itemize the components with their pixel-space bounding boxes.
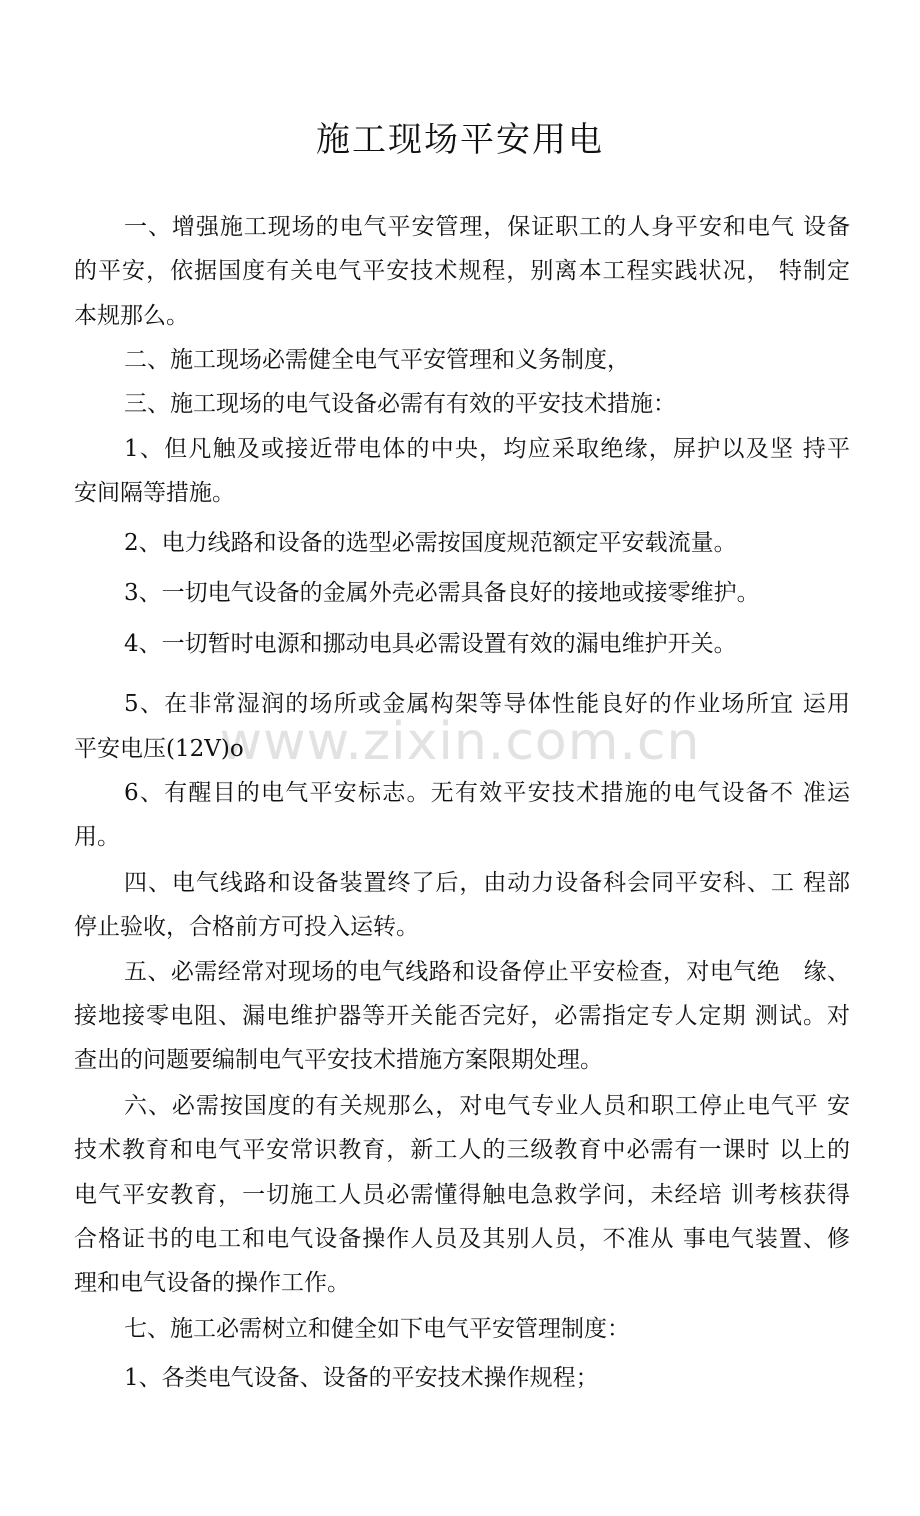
paragraph-line: 用。: [74, 824, 120, 850]
paragraph-line: 合格证书的电工和电气设备操作人员及其别人员，不准从 事电气装置、修: [74, 1226, 850, 1252]
paragraph-line: 技术教育和电气平安常识教育，新工人的三级教育中必需有一课时 以上的: [74, 1137, 850, 1163]
paragraph-line: 二、施工现场必需健全电气平安管理和义务制度，: [124, 347, 630, 373]
document-title: 施工现场平安用电: [316, 120, 604, 160]
paragraph-line: 理和电气设备的操作工作。: [74, 1270, 350, 1296]
paragraph-line: 一、增强施工现场的电气平安管理，保证职工的人身平安和电气 设备: [124, 214, 850, 240]
paragraph-line: 4、一切暂时电源和挪动电具必需设置有效的漏电维护开关。: [124, 631, 737, 657]
watermark: www.zixin.com.cn: [219, 712, 701, 772]
paragraph-line: 3、一切电气设备的金属外壳必需具备良好的接地或接零维护。: [124, 580, 760, 606]
paragraph-line: 电气平安教育，一切施工人员必需懂得触电急救学问，未经培 训考核获得: [74, 1182, 850, 1208]
paragraph-line: 五、必需经常对现场的电气线路和设备停止平安检查，对电气绝 缘、: [124, 959, 850, 985]
paragraph-line: 安间隔等措施。: [74, 480, 235, 506]
paragraph-line: 1、但凡触及或接近带电体的中央，均应采取绝缘，屏护以及坚 持平: [124, 436, 850, 462]
paragraph-line: 七、施工必需树立和健全如下电气平安管理制度：: [124, 1316, 630, 1342]
paragraph-line: 四、电气线路和设备装置终了后，由动力设备科会同平安科、工 程部: [124, 870, 850, 896]
paragraph-line: 查出的问题要编制电气平安技术措施方案限期处理。: [74, 1047, 603, 1073]
paragraph-line: 六、必需按国度的有关规那么，对电气专业人员和职工停止电气平 安: [124, 1093, 850, 1119]
paragraph-line: 停止验收，合格前方可投入运转。: [74, 914, 419, 940]
paragraph-line: 三、施工现场的电气设备必需有有效的平安技术措施：: [124, 391, 676, 417]
paragraph-line: 1、各类电气设备、设备的平安技术操作规程；: [124, 1365, 599, 1391]
paragraph-line: 接地接零电阻、漏电维护器等开关能否完好，必需指定专人定期 测试。对: [74, 1003, 850, 1029]
paragraph-line: 本规那么。: [74, 303, 189, 329]
paragraph-line: 2、电力线路和设备的选型必需按国度规范额定平安载流量。: [124, 530, 737, 556]
paragraph-line: 的平安，依据国度有关电气平安技术规程，别离本工程实践状况， 特制定: [74, 258, 850, 284]
paragraph-line: 6、有醒目的电气平安标志。无有效平安技术措施的电气设备不 准运: [124, 780, 850, 806]
paragraph-line: 平安电压(12V)o: [74, 736, 244, 762]
paragraph-line: 5、在非常湿润的场所或金属构架等导体性能良好的作业场所宜 运用: [124, 691, 850, 717]
